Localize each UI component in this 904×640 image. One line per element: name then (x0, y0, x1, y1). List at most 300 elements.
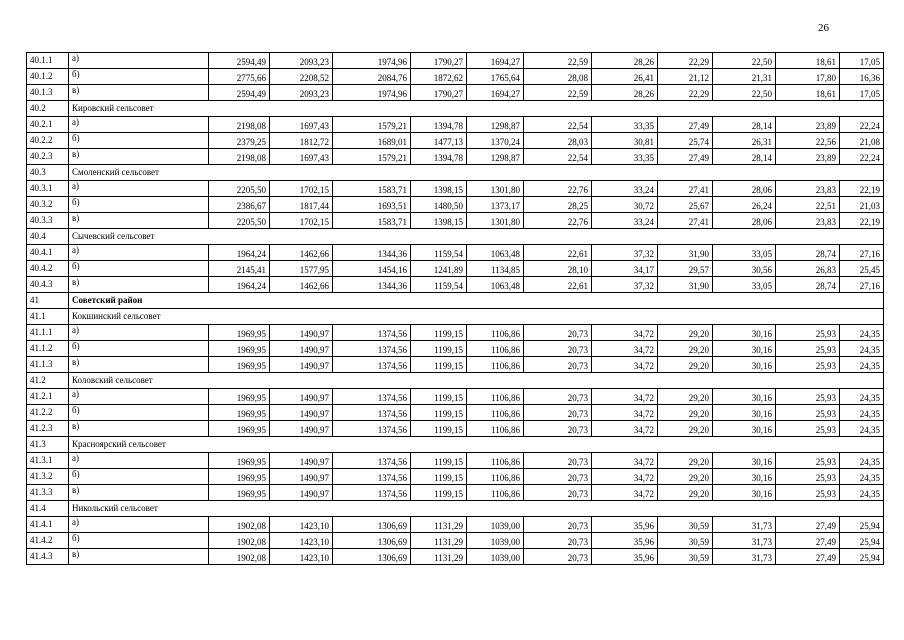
value-cell (411, 149, 467, 165)
value-cell (209, 149, 270, 165)
value: 35,96 (633, 553, 654, 563)
value-cell (209, 517, 270, 533)
value-cell (333, 533, 411, 549)
row-code: 40.2.3 (27, 149, 69, 165)
row-variant: б) (72, 133, 80, 143)
value-cell (592, 421, 658, 437)
value: 1694,27 (490, 57, 520, 67)
value-cell (713, 53, 776, 69)
value: 1039,00 (490, 521, 520, 531)
value-cell (713, 517, 776, 533)
table-row (27, 533, 884, 549)
row-variant: б) (72, 469, 80, 479)
value: 29,57 (688, 265, 709, 275)
value-cell (209, 453, 270, 469)
value: 20,73 (567, 393, 588, 403)
value: 30,56 (751, 265, 772, 275)
value-cell (592, 389, 658, 405)
table-row (27, 485, 884, 501)
table-row (27, 133, 884, 149)
section-header-row (27, 373, 884, 389)
value-cell (713, 213, 776, 229)
value-cell (333, 133, 411, 149)
value: 1374,56 (377, 425, 407, 435)
value: 1374,56 (377, 393, 407, 403)
row-code: 40.1.3 (27, 85, 69, 101)
value-cell (776, 245, 840, 261)
value: 24,35 (859, 457, 880, 467)
value-cell (524, 117, 592, 133)
value: 1480,50 (433, 201, 463, 211)
value-cell (333, 53, 411, 69)
value-cell (524, 277, 592, 293)
value-cell (270, 469, 333, 485)
row-variant-cell (69, 533, 209, 549)
value: 29,20 (688, 409, 709, 419)
row-variant-cell (69, 69, 209, 85)
value: 2145,41 (236, 265, 266, 275)
value-cell (524, 53, 592, 69)
value-cell (592, 261, 658, 277)
value-cell (776, 341, 840, 357)
value: 1374,56 (377, 361, 407, 371)
value: 1974,96 (377, 89, 407, 99)
value-cell (592, 53, 658, 69)
value: 1969,95 (236, 393, 266, 403)
row-code: 41.2.2 (27, 405, 69, 421)
value: 1306,69 (377, 537, 407, 547)
value: 1969,95 (236, 425, 266, 435)
value-cell (713, 469, 776, 485)
row-variant: б) (72, 261, 80, 271)
table-row (27, 117, 884, 133)
value-cell (592, 213, 658, 229)
value-cell (713, 357, 776, 373)
value-cell (658, 517, 713, 533)
value-cell (713, 69, 776, 85)
row-variant: в) (72, 421, 80, 431)
row-variant-cell (69, 485, 209, 501)
value-cell (713, 341, 776, 357)
value: 28,03 (567, 137, 588, 147)
value: 22,76 (567, 217, 588, 227)
value-cell (713, 181, 776, 197)
value-cell (467, 133, 524, 149)
value: 1490,97 (299, 489, 329, 499)
value: 1106,86 (491, 361, 520, 371)
table-row (27, 181, 884, 197)
value: 1344,36 (377, 249, 407, 259)
value-cell (776, 533, 840, 549)
section-header-row (27, 309, 884, 325)
value: 1131,29 (434, 521, 463, 531)
value-cell (592, 405, 658, 421)
value: 1462,66 (299, 281, 329, 291)
row-variant: в) (72, 85, 80, 95)
table-row (27, 213, 884, 229)
value-cell (411, 117, 467, 133)
row-variant-cell (69, 453, 209, 469)
value-cell (840, 117, 884, 133)
value-cell (467, 469, 524, 485)
value-cell (467, 405, 524, 421)
value-cell (467, 341, 524, 357)
value-cell (658, 533, 713, 549)
value-cell (776, 469, 840, 485)
value-cell (524, 325, 592, 341)
value: 22,24 (859, 121, 880, 131)
value: 20,73 (567, 537, 588, 547)
value: 29,20 (688, 345, 709, 355)
value-cell (411, 485, 467, 501)
value-cell (209, 325, 270, 341)
value-cell (776, 53, 840, 69)
value: 1063,48 (490, 281, 520, 291)
value: 1106,86 (491, 409, 520, 419)
value: 26,24 (751, 201, 772, 211)
value-cell (840, 197, 884, 213)
value-cell (658, 181, 713, 197)
value-cell (776, 85, 840, 101)
value-cell (713, 485, 776, 501)
value-cell (333, 85, 411, 101)
row-variant-cell (69, 117, 209, 133)
value: 1790,27 (433, 57, 463, 67)
value-cell (270, 357, 333, 373)
value-cell (840, 469, 884, 485)
value-cell (658, 213, 713, 229)
value: 22,19 (859, 185, 880, 195)
value-cell (411, 69, 467, 85)
row-variant-cell (69, 245, 209, 261)
value-cell (411, 133, 467, 149)
value: 30,16 (751, 345, 772, 355)
value-cell (840, 277, 884, 293)
value: 30,59 (688, 553, 709, 563)
value-cell (333, 485, 411, 501)
value-cell (592, 325, 658, 341)
value-cell (658, 405, 713, 421)
value-cell (270, 421, 333, 437)
value: 20,73 (567, 345, 588, 355)
value: 28,06 (751, 217, 772, 227)
value-cell (467, 245, 524, 261)
value-cell (467, 389, 524, 405)
value-cell (658, 325, 713, 341)
value-cell (270, 341, 333, 357)
table-row (27, 261, 884, 277)
page-number: 26 (818, 22, 829, 34)
value: 20,73 (567, 457, 588, 467)
value: 31,90 (688, 281, 709, 291)
value-cell (840, 453, 884, 469)
value: 22,51 (815, 201, 836, 211)
value: 24,35 (859, 345, 880, 355)
value-cell (333, 357, 411, 373)
value: 2205,50 (236, 217, 266, 227)
value-cell (776, 197, 840, 213)
value: 22,29 (688, 57, 709, 67)
value: 2198,08 (236, 121, 266, 131)
value-cell (333, 325, 411, 341)
section-code: 41.4 (27, 501, 69, 517)
value-cell (524, 549, 592, 565)
value-cell (840, 389, 884, 405)
value-cell (524, 485, 592, 501)
value-cell (411, 357, 467, 373)
value: 34,72 (633, 345, 654, 355)
row-code: 40.1.2 (27, 69, 69, 85)
row-variant-cell (69, 277, 209, 293)
value-cell (270, 245, 333, 261)
value: 22,50 (751, 89, 772, 99)
value: 2198,08 (236, 153, 266, 163)
value: 25,93 (815, 393, 836, 403)
value: 1374,56 (377, 329, 407, 339)
row-variant-cell (69, 85, 209, 101)
value-cell (411, 533, 467, 549)
section-title: Советский район (69, 293, 884, 309)
section-header-row (27, 101, 884, 117)
value: 1702,15 (299, 185, 329, 195)
value: 1579,21 (377, 121, 407, 131)
value: 28,06 (751, 185, 772, 195)
value: 2084,76 (377, 73, 407, 83)
value-cell (270, 517, 333, 533)
value: 34,17 (633, 265, 654, 275)
value-cell (209, 421, 270, 437)
value-cell (467, 85, 524, 101)
value: 27,49 (815, 521, 836, 531)
row-variant-cell (69, 549, 209, 565)
value-cell (776, 517, 840, 533)
value-cell (776, 421, 840, 437)
row-variant-cell (69, 181, 209, 197)
value: 1765,64 (490, 73, 520, 83)
table-row (27, 389, 884, 405)
value-cell (524, 261, 592, 277)
value: 1454,16 (377, 265, 407, 275)
row-code: 41.4.1 (27, 517, 69, 533)
value: 1490,97 (299, 345, 329, 355)
value: 33,24 (633, 217, 654, 227)
row-variant-cell (69, 197, 209, 213)
value-cell (592, 341, 658, 357)
value: 1490,97 (299, 393, 329, 403)
value: 30,16 (751, 489, 772, 499)
value-cell (270, 453, 333, 469)
value-cell (209, 261, 270, 277)
value-cell (270, 181, 333, 197)
value: 30,16 (751, 409, 772, 419)
value-cell (411, 245, 467, 261)
value: 30,59 (688, 521, 709, 531)
value-cell (411, 389, 467, 405)
table-row (27, 517, 884, 533)
value-cell (776, 485, 840, 501)
value-cell (411, 181, 467, 197)
value: 22,76 (567, 185, 588, 195)
value: 31,73 (751, 521, 772, 531)
value: 22,19 (859, 217, 880, 227)
value: 1301,80 (490, 185, 520, 195)
value-cell (776, 277, 840, 293)
value-cell (333, 69, 411, 85)
value: 1969,95 (236, 345, 266, 355)
section-title: Смоленский сельсовет (69, 165, 884, 181)
row-variant: б) (72, 341, 80, 351)
section-code: 41 (27, 293, 69, 309)
value: 30,16 (751, 425, 772, 435)
value: 1490,97 (299, 361, 329, 371)
value: 17,05 (859, 57, 880, 67)
value-cell (840, 133, 884, 149)
value: 1697,43 (299, 153, 329, 163)
value: 28,26 (633, 57, 654, 67)
table-row (27, 405, 884, 421)
value-cell (209, 133, 270, 149)
value-cell (411, 85, 467, 101)
value: 23,89 (815, 121, 836, 131)
value: 31,73 (751, 537, 772, 547)
value-cell (333, 549, 411, 565)
value: 18,61 (815, 89, 836, 99)
value: 1131,29 (434, 537, 463, 547)
value: 1477,13 (433, 137, 463, 147)
value: 20,73 (567, 361, 588, 371)
value: 2379,25 (236, 137, 266, 147)
row-code: 41.3.1 (27, 453, 69, 469)
value-cell (658, 245, 713, 261)
value-cell (713, 325, 776, 341)
value: 1577,95 (299, 265, 329, 275)
tariff-table (26, 52, 884, 565)
value-cell (658, 69, 713, 85)
row-variant-cell (69, 469, 209, 485)
value: 1106,86 (491, 393, 520, 403)
value: 1583,71 (377, 217, 407, 227)
value: 1964,24 (236, 249, 266, 259)
value-cell (411, 261, 467, 277)
value-cell (209, 277, 270, 293)
value: 31,90 (688, 249, 709, 259)
value-cell (776, 389, 840, 405)
value-cell (209, 389, 270, 405)
value-cell (658, 277, 713, 293)
value-cell (333, 405, 411, 421)
value: 25,93 (815, 457, 836, 467)
value-cell (713, 117, 776, 133)
row-variant: б) (72, 533, 80, 543)
value-cell (524, 357, 592, 373)
value-cell (209, 245, 270, 261)
table-row (27, 453, 884, 469)
value-cell (840, 357, 884, 373)
value-cell (209, 213, 270, 229)
value: 1394,78 (433, 153, 463, 163)
value-cell (209, 197, 270, 213)
value: 16,36 (859, 73, 880, 83)
value: 1583,71 (377, 185, 407, 195)
value: 23,83 (815, 185, 836, 195)
value: 21,12 (688, 73, 709, 83)
value: 20,73 (567, 553, 588, 563)
value-cell (592, 549, 658, 565)
value-cell (209, 341, 270, 357)
value: 1298,87 (490, 121, 520, 131)
value-cell (411, 213, 467, 229)
value: 1199,15 (434, 457, 463, 467)
value: 1817,44 (299, 201, 329, 211)
row-variant: а) (72, 181, 79, 191)
value: 33,05 (751, 281, 772, 291)
row-variant: а) (72, 245, 79, 255)
value: 1039,00 (490, 553, 520, 563)
section-title: Коловский сельсовет (69, 373, 884, 389)
value-cell (209, 405, 270, 421)
value-cell (776, 69, 840, 85)
value-cell (411, 325, 467, 341)
value-cell (592, 533, 658, 549)
value-cell (840, 213, 884, 229)
value-cell (333, 149, 411, 165)
value: 29,20 (688, 361, 709, 371)
value: 20,73 (567, 425, 588, 435)
value: 27,41 (688, 217, 709, 227)
value: 1374,56 (377, 345, 407, 355)
value-cell (776, 213, 840, 229)
value: 1902,08 (236, 521, 266, 531)
value: 22,56 (815, 137, 836, 147)
value-cell (411, 421, 467, 437)
table-row (27, 469, 884, 485)
value: 33,35 (633, 153, 654, 163)
row-variant-cell (69, 261, 209, 277)
value-cell (209, 549, 270, 565)
value-cell (658, 357, 713, 373)
value-cell (840, 245, 884, 261)
value-cell (592, 485, 658, 501)
value: 30,16 (751, 361, 772, 371)
value-cell (592, 197, 658, 213)
value-cell (411, 277, 467, 293)
value-cell (658, 133, 713, 149)
value-cell (713, 549, 776, 565)
value-cell (270, 533, 333, 549)
value-cell (411, 453, 467, 469)
row-variant-cell (69, 405, 209, 421)
value: 26,31 (751, 137, 772, 147)
table-row (27, 85, 884, 101)
value-cell (467, 197, 524, 213)
value-cell (467, 117, 524, 133)
value-cell (713, 133, 776, 149)
value-cell (713, 453, 776, 469)
value: 1374,56 (377, 409, 407, 419)
value: 31,73 (751, 553, 772, 563)
value-cell (713, 277, 776, 293)
value: 25,93 (815, 329, 836, 339)
value: 1344,36 (377, 281, 407, 291)
value-cell (209, 485, 270, 501)
value-cell (524, 245, 592, 261)
value-cell (467, 485, 524, 501)
value: 1394,78 (433, 121, 463, 131)
value: 2594,49 (236, 89, 266, 99)
value-cell (840, 549, 884, 565)
row-variant: а) (72, 453, 79, 463)
value: 2205,50 (236, 185, 266, 195)
